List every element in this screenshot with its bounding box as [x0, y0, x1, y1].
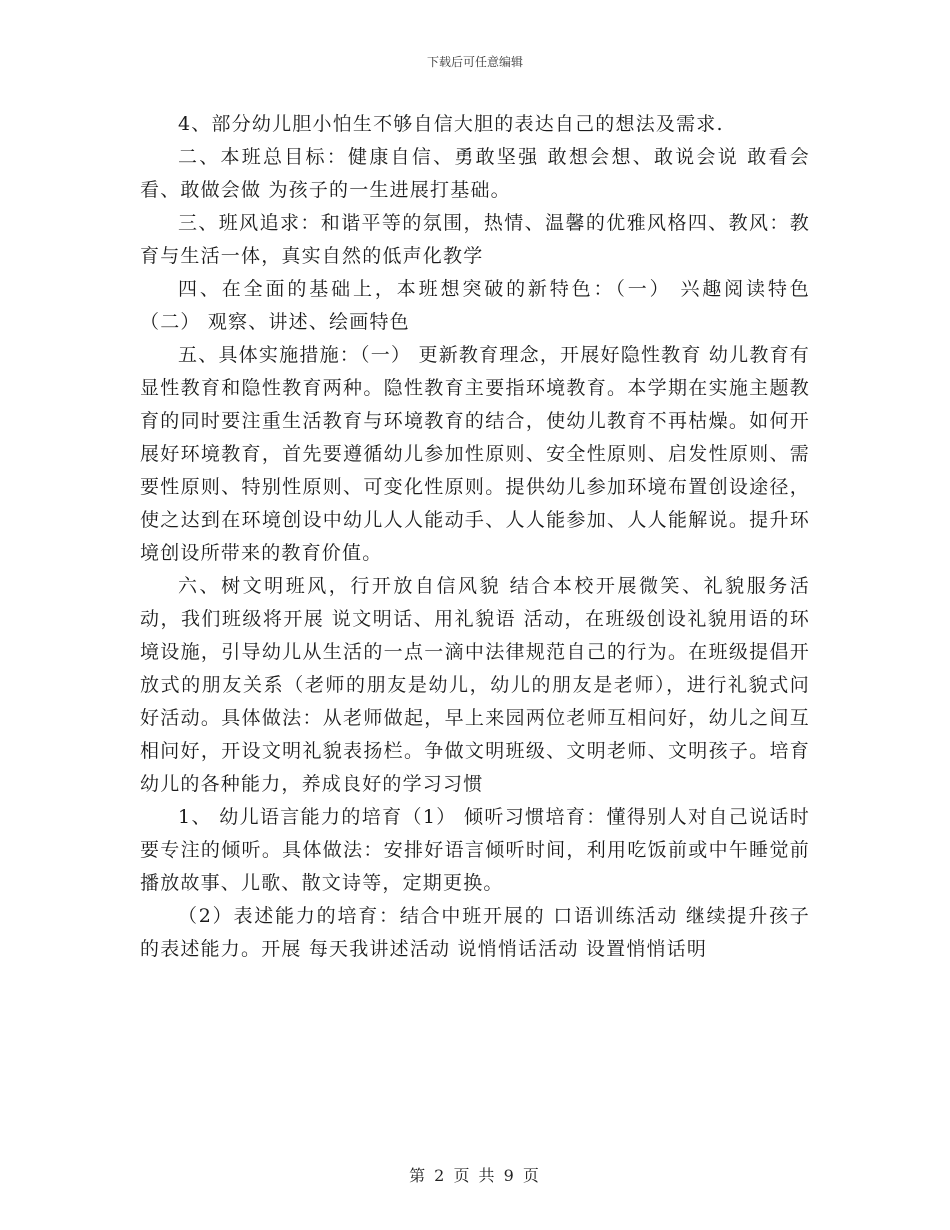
paragraph: 四、在全面的基础上，本班想突破的新特色：（一） 兴趣阅读特色（二） 观察、讲述、绘画特色	[140, 278, 810, 333]
paragraph: 五、具体实施措施：（一） 更新教育理念，开展好隐性教育 幼儿教育有显性教育和隐性教育两种。隐性教育主要指环境教育。本学期在实施主题教育的同时要注重生活教育与环境教育的结合，使幼儿教育不再枯燥。如何开展好环境教育，首先要遵循幼儿参加性原则、安全性原则、启发性原则、需要性原则、特别性原则、可变化性原则。提供幼儿参加环境布置创设途径，使之达到在环境创设中幼儿人人能动手、人人能参加、人人能解说。提升环境创设所带来的教育价值。	[140, 344, 810, 564]
paragraph: 1、 幼儿语言能力的培育（1） 倾听习惯培育：懂得别人对自己说话时要专注的倾听。具体做法：安排好语言倾听时间，利用吃饭前或中午睡觉前播放故事、儿歌、散文诗等，定期更换。	[140, 806, 810, 894]
paragraph: 六、树文明班风，行开放自信风貌 结合本校开展微笑、礼貌服务活动，我们班级将开展 说文明话、用礼貌语 活动，在班级创设礼貌用语的环境设施，引导幼儿从生活的一点一滴中法律规范自己的行为。在班级提倡开放式的朋友关系（老师的朋友是幼儿，幼儿的朋友是老师），进行礼貌式问好活动。具体做法：从老师做起，早上来园两位老师互相问好，幼儿之间互相问好，开设文明礼貌表扬栏。争做文明班级、文明老师、文明孩子。培育幼儿的各种能力，养成良好的学习习惯	[140, 575, 810, 795]
page-number-footer: 第 2 页 共 9 页	[409, 1166, 541, 1185]
paragraph: （2）表述能力的培育：结合中班开展的 口语训练活动 继续提升孩子的表述能力。开展 每天我讲述活动 说悄悄话活动 设置悄悄话明	[140, 905, 810, 960]
document-body	[140, 108, 810, 966]
paragraph: 三、班风追求：和谐平等的氛围，热情、温馨的优雅风格四、教风：教育与生活一体，真实自然的低声化教学	[140, 212, 810, 267]
paragraph: 二、本班总目标：健康自信、勇敢坚强 敢想会想、敢说会说 敢看会看、敢做会做 为孩子的一生进展打基础。	[140, 146, 810, 201]
page-header: 下载后可任意编辑	[426, 55, 523, 69]
paragraph: 4、部分幼儿胆小怕生不够自信大胆的表达自己的想法及需求.	[178, 113, 724, 135]
